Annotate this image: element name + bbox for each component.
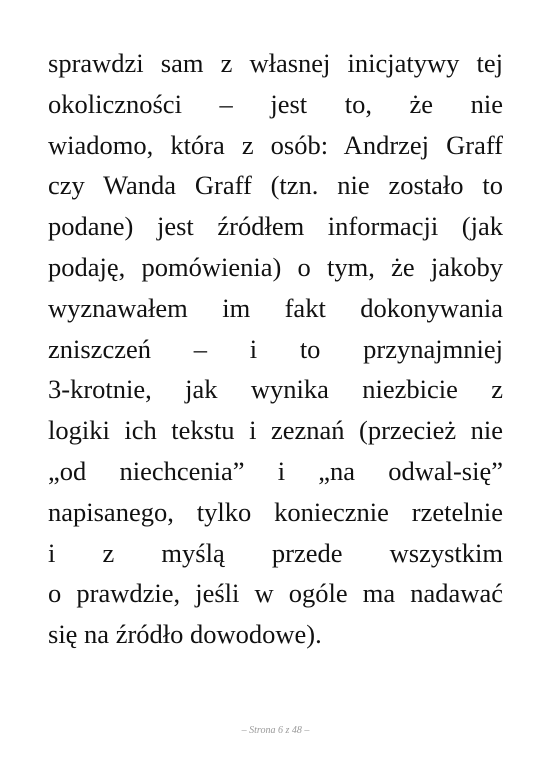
text-line: zniszczeń – i to przynajmniej [48, 333, 503, 364]
text-line: wyznawałem im fakt dokonywania [48, 292, 503, 323]
text-line: i z myślą przede wszystkim [48, 537, 503, 568]
text-line: podane) jest źródłem informacji (jak [48, 211, 503, 242]
text-line: 3-krotnie, jak wynika niezbicie z [48, 374, 503, 405]
text-line: czy Wanda Graff (tzn. nie zostało to [48, 170, 503, 201]
text-line: sprawdzi sam z własnej inicjatywy tej [48, 48, 503, 78]
text-line: „od niechcenia” i „na odwal-się” [48, 455, 503, 486]
text-line: napisanego, tylko koniecznie rzetelnie [48, 496, 503, 527]
page-number-footer: – Strona 6 z 48 – [241, 725, 310, 736]
text-line-last: się na źródło dowodowe). [48, 619, 322, 650]
body-paragraph [48, 43, 503, 655]
text-line: okoliczności – jest to, że nie [48, 88, 503, 119]
text-line: o prawdzie, jeśli w ogóle ma nadawać [48, 578, 503, 609]
text-line: wiadomo, która z osób: Andrzej Graff [48, 129, 503, 160]
text-line: logiki ich tekstu i zeznań (przecież nie [48, 415, 503, 446]
text-line: podaję, pomówienia) o tym, że jakoby [48, 251, 503, 282]
